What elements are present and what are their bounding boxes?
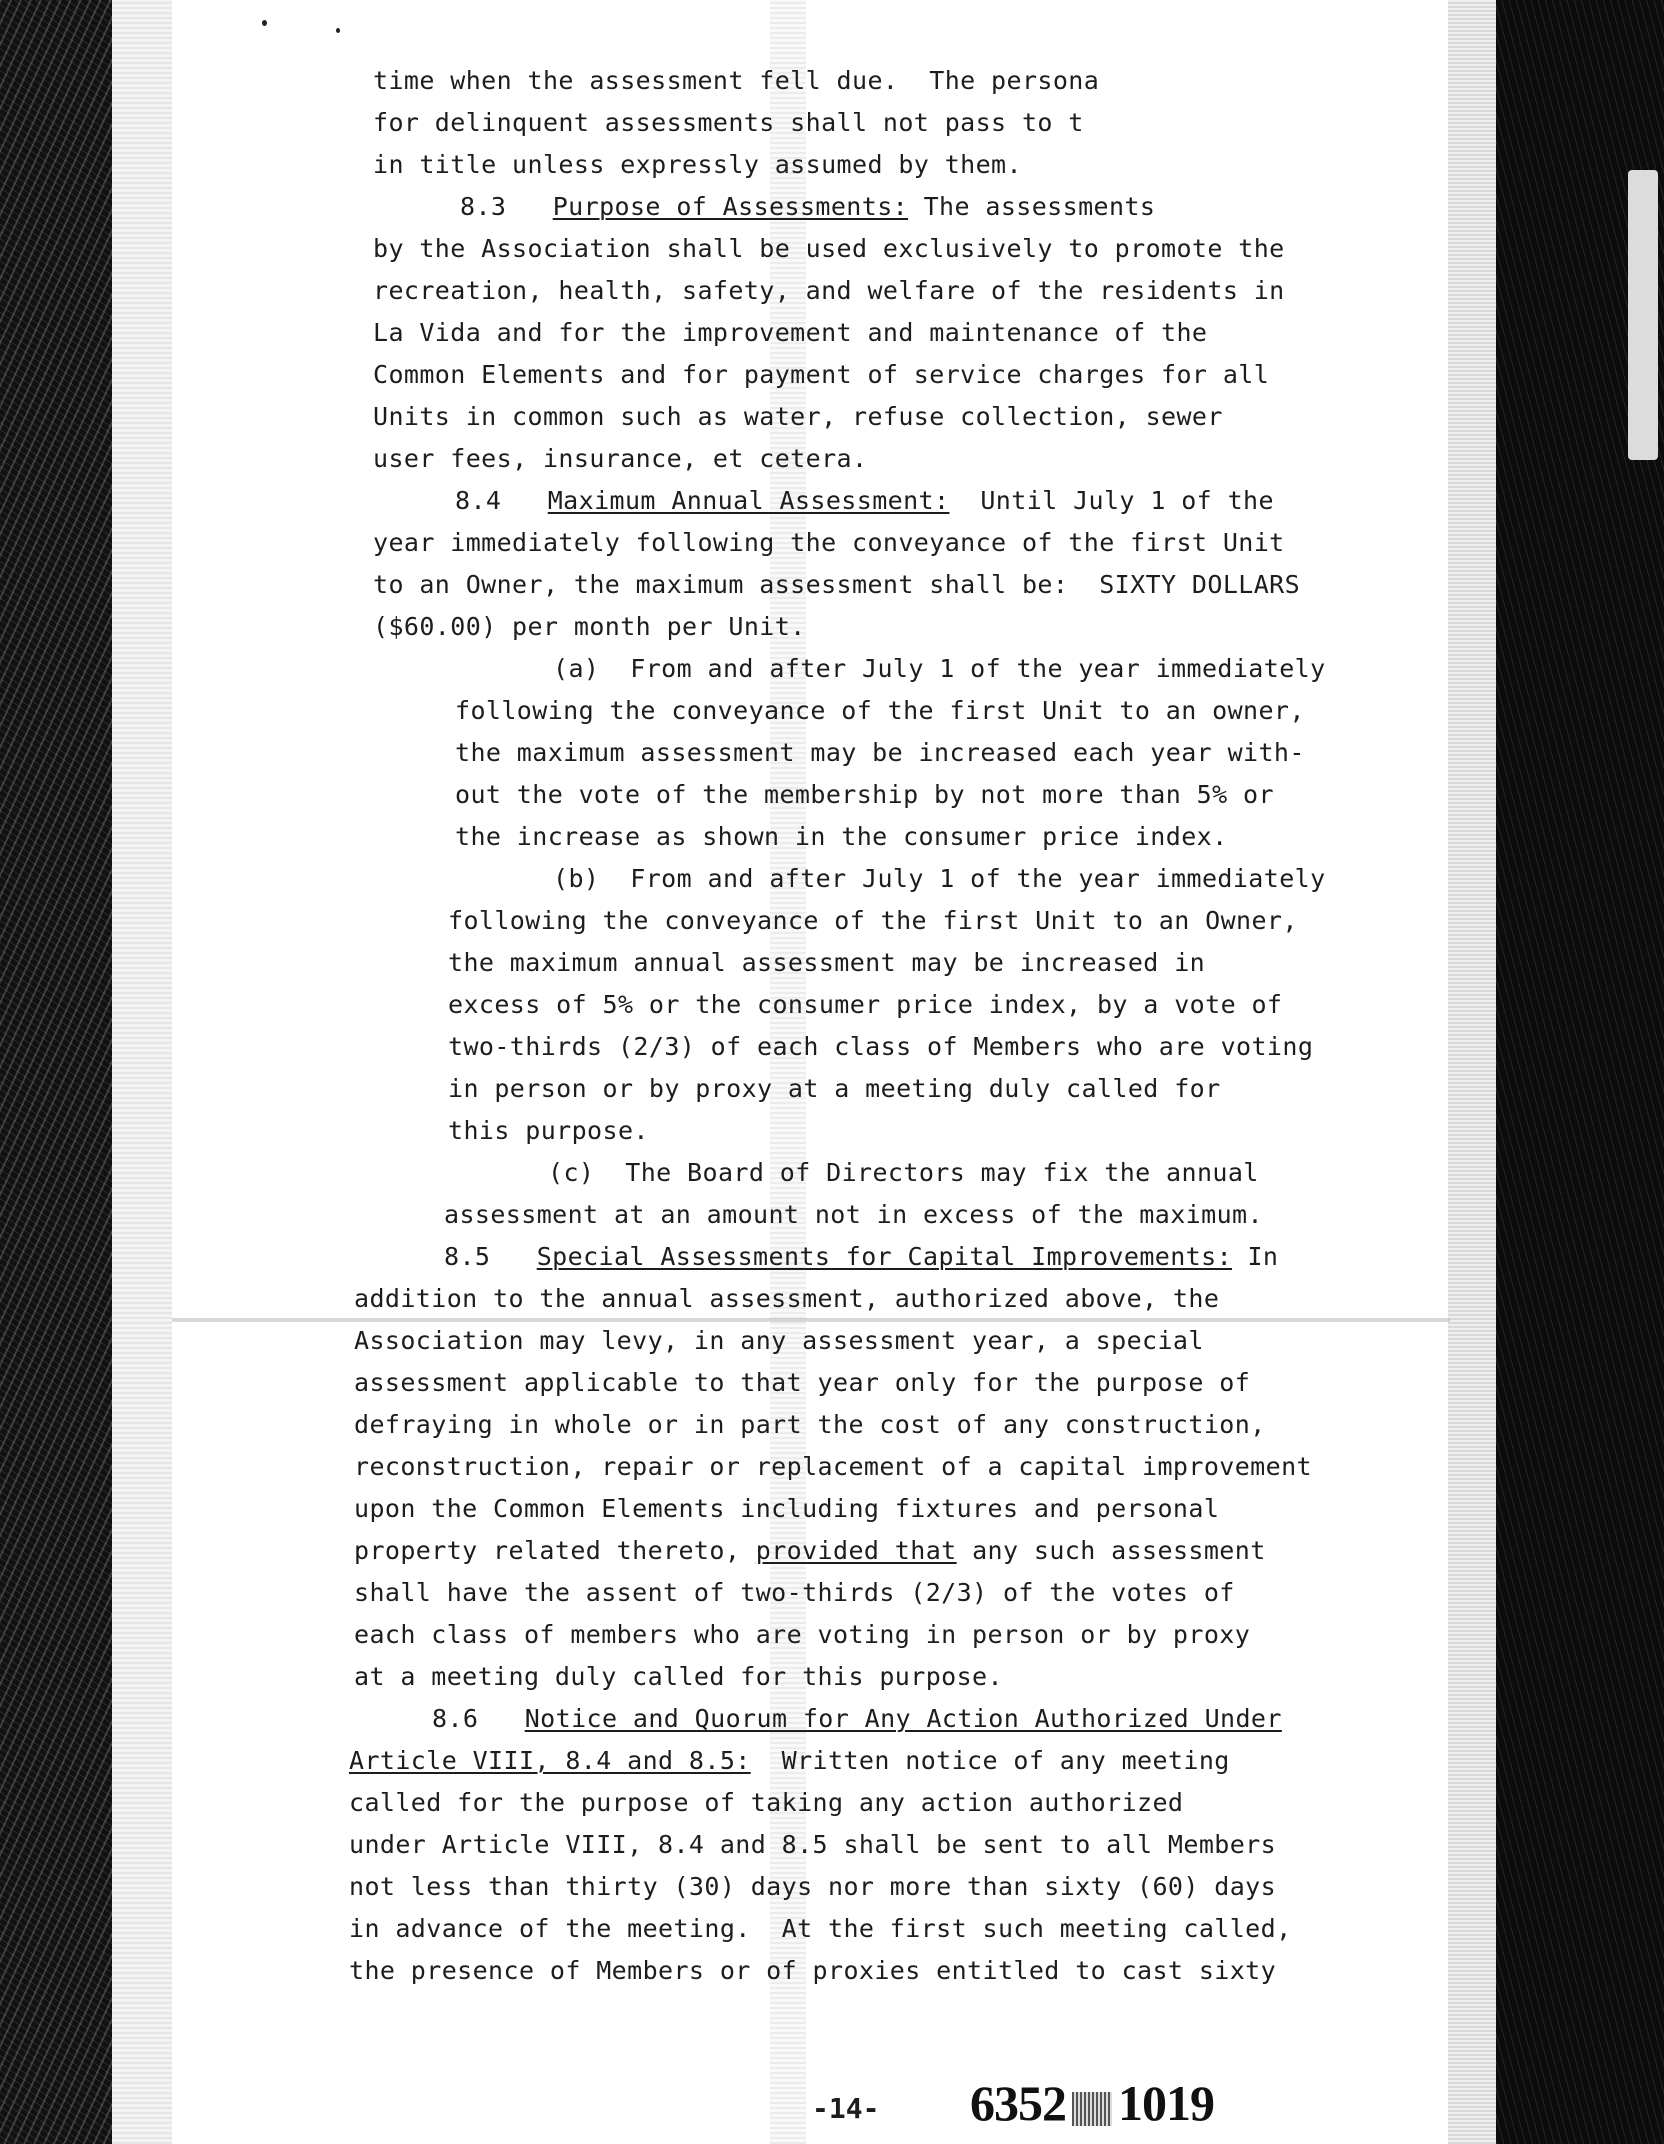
text-line: called for the purpose of taking any action authorized xyxy=(349,1788,1184,1817)
emphasis-provided-that: provided that xyxy=(755,1536,957,1565)
section-title-cont: Article VIII, 8.4 and 8.5: xyxy=(349,1746,751,1775)
section-8-3-heading xyxy=(460,192,1155,222)
section-number: 8.3 xyxy=(460,192,507,221)
text-line: the presence of Members or of proxies entitled to cast sixty xyxy=(349,1956,1277,1985)
document-number-b: 1019 xyxy=(1118,2075,1214,2131)
section-title: Maximum Annual Assessment: xyxy=(547,486,950,515)
section-number: 8.6 xyxy=(432,1704,479,1733)
scan-tab-mark xyxy=(1628,170,1658,460)
document-number-a: 6352 xyxy=(970,2075,1066,2131)
text-line: Association may levy, in any assessment year, a special xyxy=(354,1326,1204,1355)
text-line: not less than thirty (30) days nor more than sixty (60) days xyxy=(349,1872,1277,1901)
text-line: Units in common such as water, refuse collection, sewer xyxy=(373,402,1223,431)
text-line: by the Association shall be used exclusively to promote the xyxy=(373,234,1285,263)
speck xyxy=(262,20,267,26)
text-line: Common Elements and for payment of service charges for all xyxy=(373,360,1270,389)
scan-shadow-right xyxy=(1448,0,1496,2144)
text-run: The assessments xyxy=(923,192,1156,221)
text-line: addition to the annual assessment, authorized above, the xyxy=(354,1284,1220,1313)
text-line: the increase as shown in the consumer price index. xyxy=(455,822,1228,851)
section-8-5-heading xyxy=(444,1242,1278,1272)
text-line: ($60.00) per month per Unit. xyxy=(373,612,806,641)
section-title: Purpose of Assessments: xyxy=(552,192,909,221)
text-run: In xyxy=(1247,1242,1279,1271)
section-title: Special Assessments for Capital Improvements: xyxy=(536,1242,1233,1271)
subsection-c: (c) The Board of Directors may fix the annual xyxy=(548,1158,1259,1187)
text-run: property related thereto, xyxy=(354,1536,741,1565)
text-line: each class of members who are voting in person or by proxy xyxy=(354,1620,1251,1649)
text-run: Written notice of any meeting xyxy=(781,1746,1230,1775)
text-line: reconstruction, repair or replacement of a capital improvement xyxy=(354,1452,1312,1481)
text-line xyxy=(354,1536,1266,1566)
text-line: year immediately following the conveyance of the first Unit xyxy=(373,528,1285,557)
text-run: Until July 1 of the xyxy=(980,486,1274,515)
text-line: La Vida and for the improvement and maintenance of the xyxy=(373,318,1208,347)
text-line: the maximum annual assessment may be increased in xyxy=(448,948,1206,977)
text-line: in person or by proxy at a meeting duly called for xyxy=(448,1074,1221,1103)
document-number xyxy=(970,2074,1214,2132)
scan-edge-right xyxy=(1496,0,1664,2144)
speck xyxy=(336,28,340,33)
text-line xyxy=(349,1746,1230,1776)
section-number: 8.5 xyxy=(444,1242,491,1271)
text-line: following the conveyance of the first Unit to an owner, xyxy=(455,696,1305,725)
text-line: in advance of the meeting. At the first such meeting called, xyxy=(349,1914,1292,1943)
stamp-mark-icon xyxy=(1072,2092,1112,2126)
text-line: assessment applicable to that year only for the purpose of xyxy=(354,1368,1251,1397)
section-8-6-heading xyxy=(432,1704,1282,1734)
section-number: 8.4 xyxy=(455,486,502,515)
text-line: in title unless expressly assumed by them. xyxy=(373,150,1022,179)
scan-artifact-line xyxy=(172,1318,1450,1322)
section-title: Notice and Quorum for Any Action Authorized Under xyxy=(524,1704,1282,1733)
text-line: under Article VIII, 8.4 and 8.5 shall be sent to all Members xyxy=(349,1830,1277,1859)
subsection-a: (a) From and after July 1 of the year immediately xyxy=(553,654,1326,683)
scan-shadow-left xyxy=(112,0,172,2144)
text-line: defraying in whole or in part the cost of any construction, xyxy=(354,1410,1266,1439)
text-line: recreation, health, safety, and welfare of the residents in xyxy=(373,276,1285,305)
text-line: to an Owner, the maximum assessment shall be: SIXTY DOLLARS xyxy=(373,570,1301,599)
text-line: excess of 5% or the consumer price index, by a vote of xyxy=(448,990,1283,1019)
text-line: the maximum assessment may be increased each year with- xyxy=(455,738,1305,767)
text-run: any such assessment xyxy=(972,1536,1266,1565)
text-line: upon the Common Elements including fixtures and personal xyxy=(354,1494,1220,1523)
page-number: -14- xyxy=(812,2092,880,2125)
text-line: this purpose. xyxy=(448,1116,649,1145)
text-line: user fees, insurance, et cetera. xyxy=(373,444,868,473)
text-line: at a meeting duly called for this purpose. xyxy=(354,1662,1003,1691)
section-8-4-heading xyxy=(455,486,1274,516)
text-line: following the conveyance of the first Unit to an Owner, xyxy=(448,906,1298,935)
scan-edge-left xyxy=(0,0,112,2144)
text-line: out the vote of the membership by not more than 5% or xyxy=(455,780,1274,809)
text-line: assessment at an amount not in excess of the maximum. xyxy=(444,1200,1263,1229)
text-line: two-thirds (2/3) of each class of Members who are voting xyxy=(448,1032,1314,1061)
text-line: time when the assessment fell due. The persona xyxy=(373,66,1100,95)
text-line: for delinquent assessments shall not pass to t xyxy=(373,108,1084,137)
subsection-b: (b) From and after July 1 of the year immediately xyxy=(553,864,1326,893)
text-line: shall have the assent of two-thirds (2/3) of the votes of xyxy=(354,1578,1235,1607)
